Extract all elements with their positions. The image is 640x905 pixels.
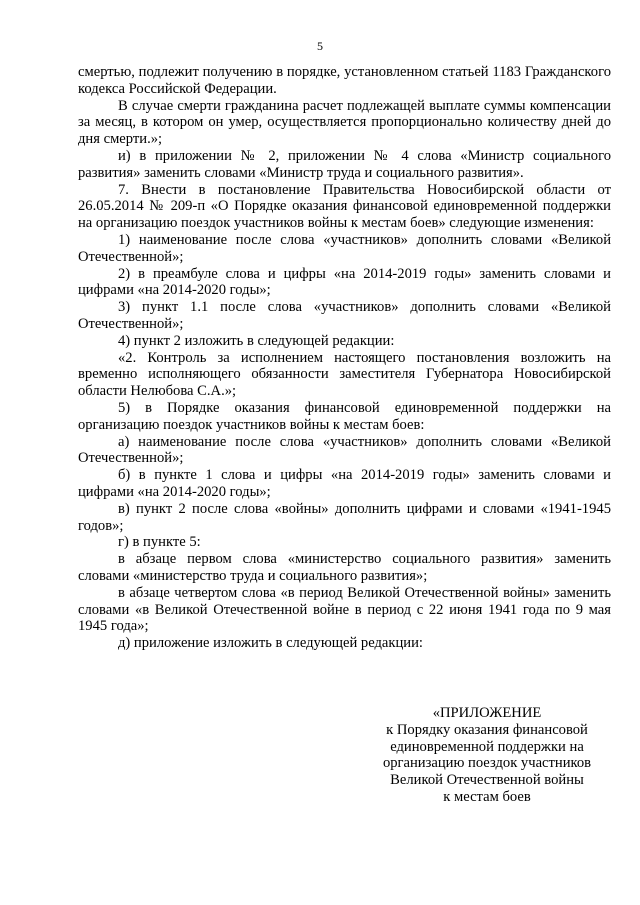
paragraph: д) приложение изложить в следующей редакции: — [118, 635, 423, 652]
annex-line: «ПРИЛОЖЕНИЕ — [432, 705, 542, 721]
paragraph: в абзаце первом слова «министерство социального развития» заменить словами «министерство труда и социального развития»; — [78, 551, 611, 584]
paragraph: 5) в Порядке оказания финансовой единовременной поддержки на организацию поездок участников войны к местам боев: — [78, 399, 611, 433]
annex-line: к Порядку оказания финансовой — [386, 721, 588, 738]
annex-heading — [362, 705, 612, 806]
paragraph: в) пункт 2 после слова «войны» дополнить цифрами и словами «1941-1945 годов»; — [78, 500, 611, 534]
paragraph: а) наименование после слова «участников» дополнить словами «Великой Отечественной»; — [78, 433, 611, 467]
paragraph: в абзаце четвертом слова «в период Великой Отечественной войны» заменить словами «в Великой Отечественной войне в период с 22 июня 1941 года по 9 мая 1945 года»; — [78, 584, 611, 635]
document-body — [78, 64, 611, 652]
annex-line: единовременной поддержки на — [390, 738, 584, 755]
paragraph: смертью, подлежит получению в порядке, установленном статьей 1183 Гражданского кодекса Российской Федерации. — [78, 64, 611, 97]
paragraph: 2) в преамбуле слова и цифры «на 2014-2019 годы» заменить словами и цифрами «на 2014-2020 годы»; — [78, 265, 611, 299]
paragraph: 3) пункт 1.1 после слова «участников» дополнить словами «Великой Отечественной»; — [78, 299, 611, 332]
paragraph: 4) пункт 2 изложить в следующей редакции: — [118, 332, 395, 349]
paragraph: и) в приложении № 2, приложении № 4 слова «Министр социального развития» заменить словами «Министр труда и социального развития». — [78, 147, 611, 181]
page-number: 5 — [317, 39, 323, 53]
paragraph: б) в пункте 1 слова и цифры «на 2014-2019 годы» заменить словами и цифрами «на 2014-2020 годы»; — [78, 467, 611, 500]
paragraph: В случае смерти гражданина расчет подлежащей выплате суммы компенсации за месяц, в котором он умер, осуществляется пропорционально количеству дней до дня смерти.»; — [78, 97, 611, 148]
paragraph: 7. Внести в постановление Правительства Новосибирской области от 26.05.2014 № 209-п «О Порядке оказания финансовой единовременной поддержки на организацию поездок участников войны к местам боев» следующие изменения: — [78, 181, 611, 232]
annex-line: к местам боев — [443, 788, 531, 805]
paragraph: 1) наименование после слова «участников» дополнить словами «Великой Отечественной»; — [78, 231, 611, 265]
annex-line: Великой Отечественной войны — [390, 772, 584, 789]
annex-line: организацию поездок участников — [382, 755, 592, 772]
paragraph: г) в пункте 5: — [118, 534, 201, 551]
paragraph: «2. Контроль за исполнением настоящего постановления возложить на временно исполняющего обязанности заместителя Губернатора Новосибирской области Нелюбова С.А.»; — [78, 349, 611, 400]
